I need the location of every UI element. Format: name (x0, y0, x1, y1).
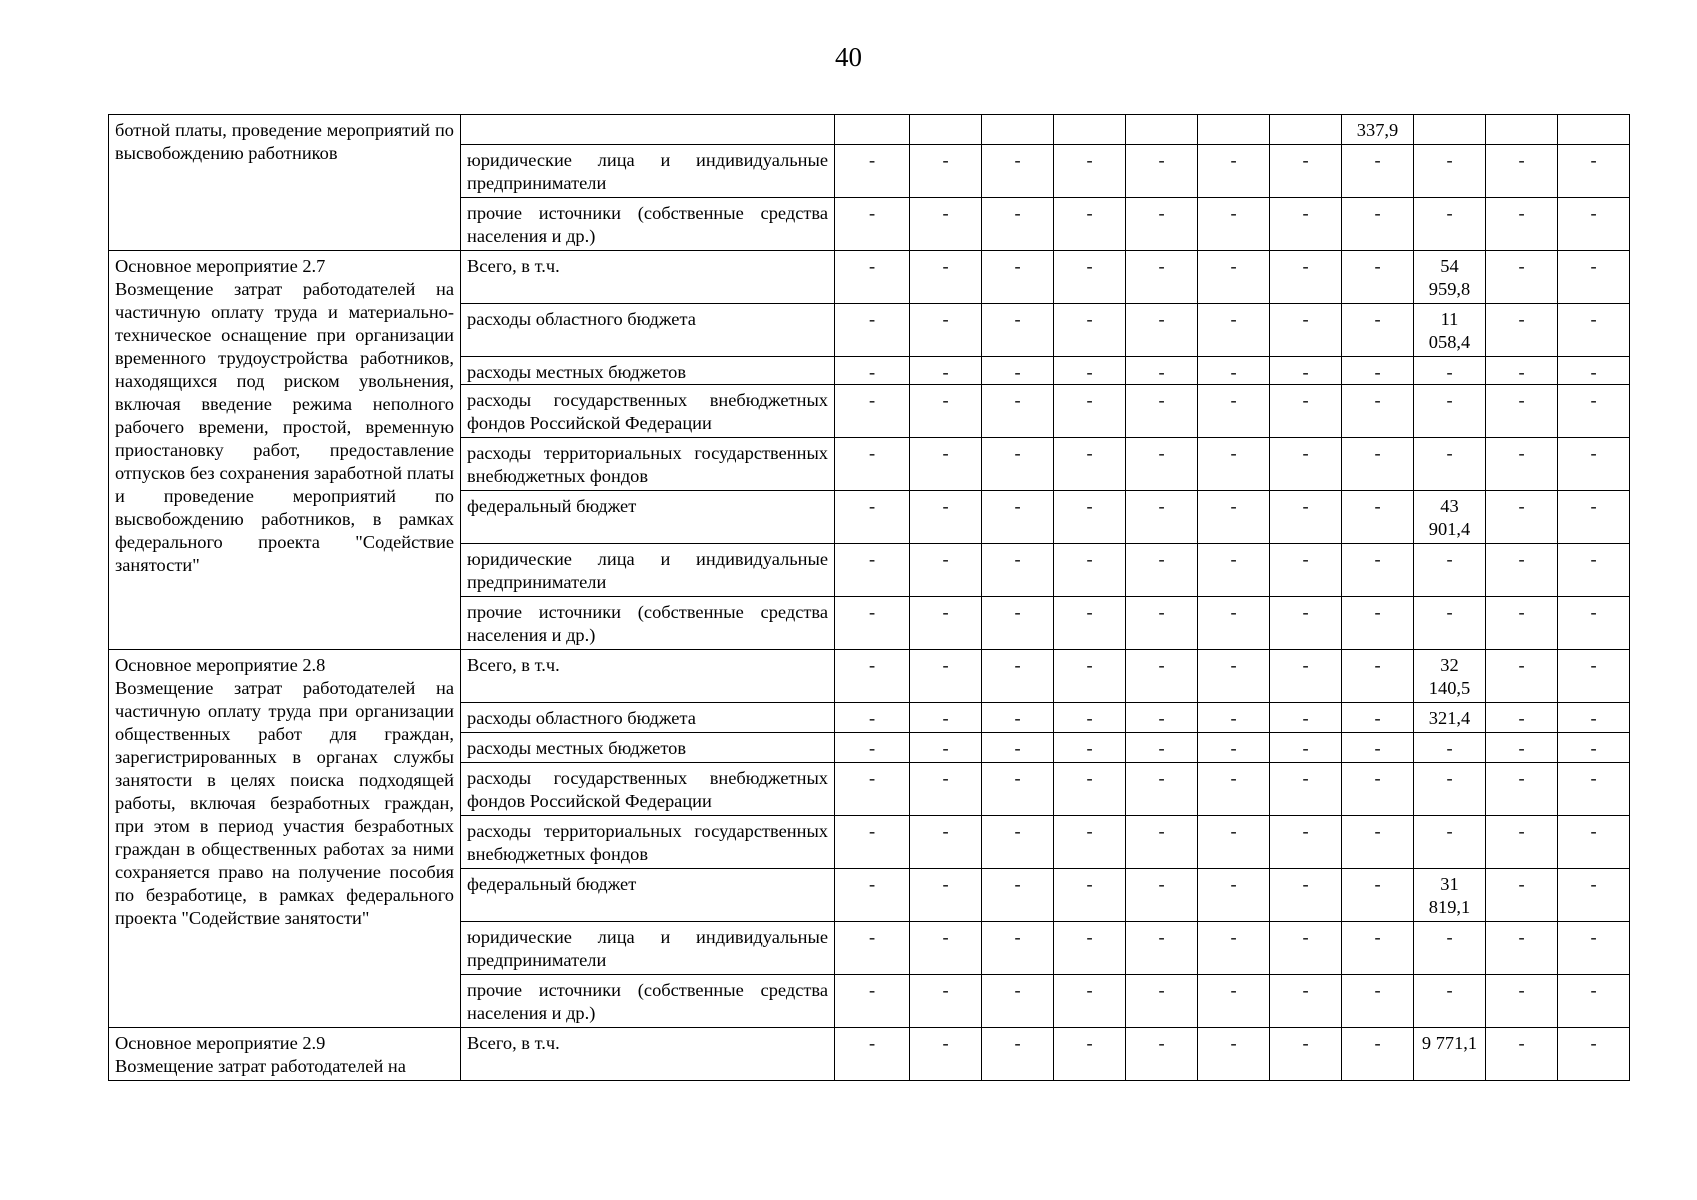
measure-title: Основное мероприятие 2.7 (115, 256, 326, 276)
value-cell: - (1054, 304, 1126, 357)
value-cell: - (1414, 544, 1486, 597)
funding-source-cell: расходы местных бюджетов (461, 357, 835, 385)
value-cell: - (1414, 597, 1486, 650)
value-cell: - (910, 251, 982, 304)
value-cell: - (982, 251, 1054, 304)
funding-source-cell: юридические лица и индивидуальные предприниматели (461, 922, 835, 975)
value-cell: - (1054, 733, 1126, 763)
value-cell: - (982, 650, 1054, 703)
funding-source-cell: Всего, в т.ч. (461, 251, 835, 304)
funding-source-cell: Всего, в т.ч. (461, 1028, 835, 1081)
value-cell: - (1126, 145, 1198, 198)
value-cell: - (1558, 733, 1630, 763)
measure-description-cell (109, 251, 461, 650)
value-cell: - (1054, 491, 1126, 544)
value-cell: - (835, 975, 910, 1028)
measure-title: Основное мероприятие 2.8 (115, 655, 326, 675)
value-cell: - (910, 703, 982, 733)
value-cell: - (1126, 385, 1198, 438)
value-cell: - (1342, 650, 1414, 703)
value-cell: - (835, 145, 910, 198)
value-cell: - (1486, 491, 1558, 544)
value-cell: - (1198, 763, 1270, 816)
value-cell: - (1054, 703, 1126, 733)
measure-description: Возмещение затрат работодателей на (115, 1056, 406, 1076)
value-cell: - (982, 304, 1054, 357)
value-cell: - (1126, 438, 1198, 491)
value-cell: - (835, 703, 910, 733)
value-cell: - (1342, 491, 1414, 544)
value-cell: - (982, 703, 1054, 733)
value-cell: - (1414, 922, 1486, 975)
measure-description-cell (109, 115, 461, 251)
value-cell: - (982, 145, 1054, 198)
value-cell: - (1198, 869, 1270, 922)
value-cell: - (1486, 597, 1558, 650)
value-cell: - (1126, 251, 1198, 304)
value-cell: - (1198, 922, 1270, 975)
value-cell: - (1414, 198, 1486, 251)
value-cell: - (1126, 733, 1198, 763)
funding-source-cell: расходы государственных внебюджетных фондов Российской Федерации (461, 385, 835, 438)
value-cell: - (1126, 703, 1198, 733)
value-cell: - (1486, 763, 1558, 816)
value-cell: - (1342, 703, 1414, 733)
funding-source-cell: прочие источники (собственные средства населения и др.) (461, 975, 835, 1028)
value-cell: - (835, 357, 910, 385)
value-cell: - (835, 304, 910, 357)
value-cell: - (1198, 597, 1270, 650)
value-cell: - (1486, 975, 1558, 1028)
value-cell: - (982, 544, 1054, 597)
value-cell: 337,9 (1342, 115, 1414, 145)
value-cell: - (1126, 198, 1198, 251)
value-cell: - (1054, 251, 1126, 304)
value-cell: - (1054, 438, 1126, 491)
funding-source-cell: расходы местных бюджетов (461, 733, 835, 763)
funding-source-cell: юридические лица и индивидуальные предприниматели (461, 145, 835, 198)
value-cell: - (1342, 198, 1414, 251)
funding-source-cell: расходы областного бюджета (461, 703, 835, 733)
value-cell: - (982, 597, 1054, 650)
value-cell: - (1558, 975, 1630, 1028)
value-cell: - (1486, 922, 1558, 975)
value-cell (1486, 115, 1558, 145)
value-cell: - (835, 198, 910, 251)
value-cell: - (1558, 597, 1630, 650)
value-cell: - (910, 816, 982, 869)
value-cell: - (1486, 357, 1558, 385)
value-cell: - (1198, 975, 1270, 1028)
value-cell: - (1558, 1028, 1630, 1081)
value-cell: - (1486, 304, 1558, 357)
measure-description-cell (109, 650, 461, 1028)
value-cell: - (910, 198, 982, 251)
value-cell: - (1558, 357, 1630, 385)
table-row (109, 650, 1630, 703)
value-cell: - (1342, 385, 1414, 438)
value-cell: - (982, 922, 1054, 975)
value-cell: - (1486, 1028, 1558, 1081)
value-cell: - (835, 1028, 910, 1081)
value-cell: - (1414, 763, 1486, 816)
value-cell: - (1126, 869, 1198, 922)
value-cell: 43 901,4 (1414, 491, 1486, 544)
value-cell: - (1558, 869, 1630, 922)
value-cell: - (1270, 251, 1342, 304)
value-cell: - (1342, 145, 1414, 198)
value-cell: - (982, 763, 1054, 816)
value-cell: - (982, 869, 1054, 922)
value-cell: - (1414, 438, 1486, 491)
funding-source-cell: федеральный бюджет (461, 869, 835, 922)
value-cell: - (1054, 975, 1126, 1028)
value-cell: - (982, 198, 1054, 251)
value-cell: - (1558, 544, 1630, 597)
measure-description: ботной платы, проведение мероприятий по высвобождению работников (115, 120, 454, 163)
value-cell: - (1198, 816, 1270, 869)
value-cell: - (1558, 385, 1630, 438)
value-cell: - (835, 733, 910, 763)
value-cell: - (835, 251, 910, 304)
value-cell: - (1342, 304, 1414, 357)
value-cell: - (1270, 491, 1342, 544)
value-cell: - (1270, 357, 1342, 385)
value-cell: - (1414, 816, 1486, 869)
funding-source-cell: Всего, в т.ч. (461, 650, 835, 703)
measure-title: Основное мероприятие 2.9 (115, 1033, 326, 1053)
value-cell: - (910, 385, 982, 438)
funding-source-cell: юридические лица и индивидуальные предприниматели (461, 544, 835, 597)
value-cell: - (1198, 491, 1270, 544)
value-cell: - (1198, 650, 1270, 703)
value-cell: - (1198, 251, 1270, 304)
value-cell: - (1270, 597, 1342, 650)
value-cell: - (1558, 922, 1630, 975)
funding-source-cell: расходы областного бюджета (461, 304, 835, 357)
value-cell: - (910, 438, 982, 491)
value-cell: - (1270, 650, 1342, 703)
value-cell: - (982, 438, 1054, 491)
value-cell: 11 058,4 (1414, 304, 1486, 357)
value-cell: - (982, 1028, 1054, 1081)
value-cell: - (1342, 1028, 1414, 1081)
value-cell: - (835, 922, 910, 975)
value-cell: - (835, 869, 910, 922)
value-cell (1558, 115, 1630, 145)
value-cell: 54 959,8 (1414, 251, 1486, 304)
value-cell: - (1270, 385, 1342, 438)
value-cell: - (1198, 1028, 1270, 1081)
value-cell: 321,4 (1414, 703, 1486, 733)
value-cell: - (1486, 733, 1558, 763)
value-cell: - (1486, 869, 1558, 922)
value-cell: - (1126, 816, 1198, 869)
value-cell: - (1270, 703, 1342, 733)
value-cell: - (982, 733, 1054, 763)
value-cell: - (910, 597, 982, 650)
value-cell: - (1126, 1028, 1198, 1081)
value-cell: - (1054, 1028, 1126, 1081)
value-cell: - (1054, 816, 1126, 869)
value-cell: - (910, 1028, 982, 1081)
value-cell: - (1126, 763, 1198, 816)
value-cell: - (1270, 869, 1342, 922)
value-cell: - (1558, 650, 1630, 703)
value-cell: - (1486, 251, 1558, 304)
value-cell: - (1270, 763, 1342, 816)
value-cell: - (910, 733, 982, 763)
value-cell: - (1054, 198, 1126, 251)
value-cell: - (1198, 544, 1270, 597)
funding-source-cell: расходы государственных внебюджетных фондов Российской Федерации (461, 763, 835, 816)
value-cell: - (1198, 385, 1270, 438)
value-cell: - (1486, 198, 1558, 251)
value-cell: - (910, 491, 982, 544)
value-cell: - (835, 816, 910, 869)
value-cell: - (910, 650, 982, 703)
funding-source-cell: расходы территориальных государственных внебюджетных фондов (461, 438, 835, 491)
value-cell: - (1198, 357, 1270, 385)
value-cell (835, 115, 910, 145)
value-cell: - (1054, 544, 1126, 597)
value-cell: - (835, 763, 910, 816)
value-cell: - (1342, 733, 1414, 763)
value-cell: - (1126, 975, 1198, 1028)
table-row (109, 115, 1630, 145)
value-cell: - (1414, 357, 1486, 385)
value-cell: - (835, 597, 910, 650)
value-cell: - (1270, 922, 1342, 975)
value-cell: - (982, 816, 1054, 869)
value-cell: 32 140,5 (1414, 650, 1486, 703)
funding-source-cell: прочие источники (собственные средства населения и др.) (461, 597, 835, 650)
value-cell: - (1486, 385, 1558, 438)
value-cell: - (1126, 304, 1198, 357)
value-cell: - (910, 145, 982, 198)
value-cell: - (1342, 597, 1414, 650)
value-cell: - (1198, 304, 1270, 357)
value-cell: - (1342, 438, 1414, 491)
value-cell: - (1414, 975, 1486, 1028)
value-cell: - (910, 357, 982, 385)
value-cell: - (982, 357, 1054, 385)
value-cell (1198, 115, 1270, 145)
measure-description-cell (109, 1028, 461, 1081)
value-cell: 9 771,1 (1414, 1028, 1486, 1081)
value-cell: - (1126, 357, 1198, 385)
value-cell: - (982, 385, 1054, 438)
value-cell: - (1486, 544, 1558, 597)
value-cell: - (1414, 733, 1486, 763)
value-cell: - (1198, 145, 1270, 198)
value-cell: - (1198, 703, 1270, 733)
value-cell: - (835, 438, 910, 491)
value-cell: - (1558, 703, 1630, 733)
value-cell: - (1126, 650, 1198, 703)
value-cell: - (982, 975, 1054, 1028)
value-cell (910, 115, 982, 145)
value-cell: - (1486, 438, 1558, 491)
value-cell: - (982, 491, 1054, 544)
value-cell: - (910, 975, 982, 1028)
value-cell: - (1270, 1028, 1342, 1081)
value-cell: - (910, 869, 982, 922)
value-cell: - (1054, 145, 1126, 198)
table-row (109, 1028, 1630, 1081)
value-cell: - (1414, 385, 1486, 438)
value-cell: - (1342, 975, 1414, 1028)
funding-source-cell: прочие источники (собственные средства населения и др.) (461, 198, 835, 251)
value-cell: - (835, 544, 910, 597)
value-cell (1054, 115, 1126, 145)
value-cell: - (1342, 763, 1414, 816)
value-cell: - (1054, 922, 1126, 975)
value-cell: - (910, 763, 982, 816)
value-cell: - (1414, 145, 1486, 198)
value-cell: - (1054, 385, 1126, 438)
value-cell: - (1054, 597, 1126, 650)
value-cell: - (1558, 145, 1630, 198)
value-cell: - (1342, 816, 1414, 869)
value-cell: - (1270, 198, 1342, 251)
value-cell: - (1198, 198, 1270, 251)
value-cell: - (1486, 650, 1558, 703)
value-cell: - (1270, 733, 1342, 763)
value-cell: - (1054, 763, 1126, 816)
value-cell: - (1342, 869, 1414, 922)
page-number: 40 (835, 42, 862, 72)
table-row (109, 251, 1630, 304)
value-cell: - (910, 922, 982, 975)
value-cell: - (1342, 357, 1414, 385)
value-cell: 31 819,1 (1414, 869, 1486, 922)
value-cell: - (835, 385, 910, 438)
value-cell: - (1558, 304, 1630, 357)
value-cell: - (1558, 198, 1630, 251)
value-cell: - (910, 544, 982, 597)
value-cell: - (1558, 438, 1630, 491)
value-cell: - (1342, 922, 1414, 975)
value-cell: - (835, 491, 910, 544)
value-cell: - (1198, 438, 1270, 491)
value-cell (1126, 115, 1198, 145)
value-cell: - (1558, 491, 1630, 544)
value-cell: - (1342, 544, 1414, 597)
value-cell: - (1486, 703, 1558, 733)
value-cell: - (1270, 816, 1342, 869)
value-cell: - (1270, 544, 1342, 597)
value-cell: - (1054, 357, 1126, 385)
value-cell: - (835, 650, 910, 703)
value-cell: - (1558, 251, 1630, 304)
value-cell: - (1126, 491, 1198, 544)
funding-source-cell (461, 115, 835, 145)
funding-source-cell: расходы территориальных государственных внебюджетных фондов (461, 816, 835, 869)
value-cell: - (1558, 763, 1630, 816)
value-cell: - (1126, 922, 1198, 975)
value-cell: - (1198, 733, 1270, 763)
value-cell: - (1486, 145, 1558, 198)
value-cell: - (1270, 145, 1342, 198)
measure-description: Возмещение затрат работодателей на частичную оплату труда и материально-техническое оснащение при организации временного трудоустройства работников, находящихся под риском увольнения, включая введение режима неполного рабочего времени, простой, временную приостановку работ, предоставление отпусков без сохранения заработной платы и проведение мероприятий по высвобождению работников, в рамках федерального проекта "Содействие занятости" (115, 279, 454, 575)
value-cell: - (1270, 975, 1342, 1028)
value-cell: - (1270, 304, 1342, 357)
value-cell: - (1126, 544, 1198, 597)
measure-description: Возмещение затрат работодателей на частичную оплату труда при организации общественных работ для граждан, зарегистрированных в органах службы занятости в целях поиска подходящей работы, включая безработных граждан, при этом в период участия безработных граждан в общественных работах за ними сохраняется право на получение пособия по безработице, в рамках федерального проекта "Содействие занятости" (115, 678, 454, 928)
value-cell: - (1126, 597, 1198, 650)
value-cell: - (1054, 650, 1126, 703)
value-cell: - (1342, 251, 1414, 304)
value-cell: - (1270, 438, 1342, 491)
value-cell: - (1558, 816, 1630, 869)
budget-table (108, 114, 1630, 1081)
value-cell (982, 115, 1054, 145)
value-cell (1414, 115, 1486, 145)
value-cell (1270, 115, 1342, 145)
value-cell: - (1054, 869, 1126, 922)
value-cell: - (1486, 816, 1558, 869)
funding-source-cell: федеральный бюджет (461, 491, 835, 544)
value-cell: - (910, 304, 982, 357)
